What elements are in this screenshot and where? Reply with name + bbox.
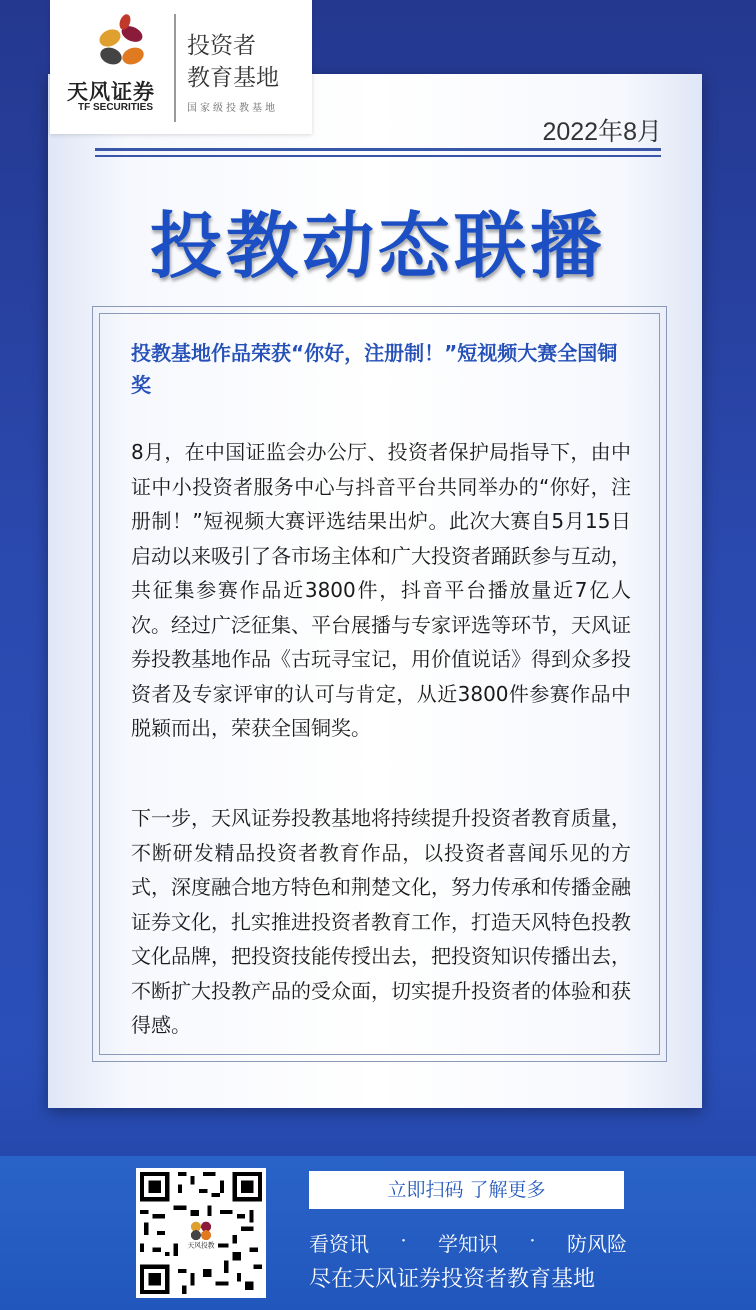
base-title-line2: 教育基地 <box>187 65 279 91</box>
slogan-item-news: 看资讯 <box>309 1232 369 1256</box>
issue-date: 2022年8月 <box>542 118 662 146</box>
base-title-line1: 投资者 <box>187 33 256 59</box>
brand-name-en: TF SECURITIES <box>78 102 154 113</box>
article-frame <box>92 306 667 1062</box>
qr-code[interactable] <box>136 1168 266 1298</box>
slogan-separator: · <box>400 1228 407 1252</box>
article-heading: 投教基地作品荣获“你好，注册制！”短视频大赛全国铜奖 <box>131 341 618 397</box>
header-divider <box>95 148 661 157</box>
logo-divider <box>174 14 176 122</box>
investor-education-base-title <box>187 30 279 94</box>
slogan-item-learn: 学知识 <box>437 1232 498 1256</box>
brand-name-cn: 天风证券 <box>67 80 155 104</box>
scan-to-learn-more-button[interactable]: 立即扫码 了解更多 <box>309 1171 624 1209</box>
page-title: 投教动态联播 <box>149 204 606 288</box>
qr-center-label: 天风投教 <box>187 1241 215 1250</box>
base-subtitle: 国家级投教基地 <box>187 103 278 114</box>
slogan-separator: · <box>529 1228 536 1252</box>
footer <box>0 1156 756 1310</box>
footer-tagline: 尽在天风证券投资者教育基地 <box>309 1267 596 1292</box>
slogan-item-risk: 防风险 <box>566 1232 627 1256</box>
article-paragraph-1: 8月，在中国证监会办公厅、投资者保护局指导下，由中证中小投资者服务中心与抖音平台共同举办的“你好，注册制！”短视频大赛评选结果出炉。此次大赛自5月15日启动以来吸引了各市场主体和广大投资者踊跃参与互动，共征集参赛作品近3800件，抖音平台播放量近7亿人次。经过广泛征集、平台展播与专家评选等环节，天风证券投教基地作品《古玩寻宝记，用价值说话》得到众多投资者及专家评审的认可与肯定，从近3800件参赛作品中脱颖而出，荣获全国铜奖。 <box>131 440 631 740</box>
slogan <box>309 1228 627 1257</box>
logo-block[interactable] <box>50 0 312 134</box>
tf-logo-icon <box>94 12 150 74</box>
article-paragraph-2: 下一步，天风证券投教基地将持续提升投资者教育质量，不断研发精品投资者教育作品，以投资者喜闻乐见的方式，深度融合地方特色和荆楚文化，努力传承和传播金融证券文化，扎实推进投资者教育工作，打造天风特色投教文化品牌，把投资技能传授出去，把投资知识传播出去，不断扩大投教产品的受众面，切实提升投资者的体验和获得感。 <box>131 806 631 1037</box>
qr-code-icon <box>140 1172 262 1294</box>
